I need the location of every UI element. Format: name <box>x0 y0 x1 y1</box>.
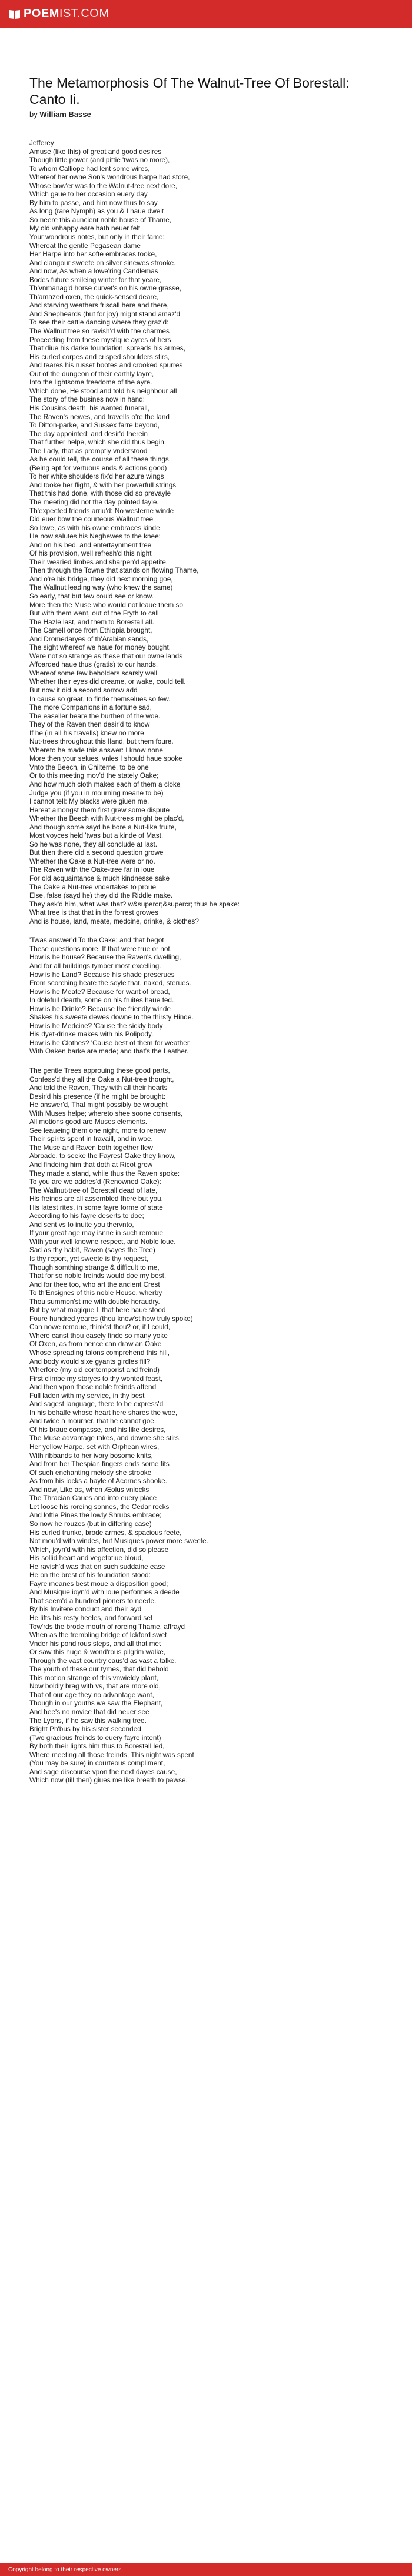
poem-line: And twice a mourner, that he cannot goe. <box>29 1417 157 1426</box>
poem-line: My old vnhappy eare hath neuer felt <box>29 224 141 233</box>
poem-line: How is he Drinke? Because the friendly winde <box>29 1004 171 1013</box>
poem-line: Sad as thy habit, Raven (sayes the Tree) <box>29 1246 155 1254</box>
poem-line: To you are we addres'd (Renowned Oake): <box>29 1177 161 1186</box>
poem-line: And from her Thespian fingers ends some fits <box>29 1460 170 1468</box>
poem-line: Though somthing strange & difficult to me, <box>29 1263 160 1272</box>
poem-line: Out of the dungeon of their earthly layre, <box>29 369 154 378</box>
poem-line: Is thy report, yet sweete is thy request, <box>29 1254 148 1263</box>
poem-line: The Wallnut tree so ravish'd with the charmes <box>29 327 170 336</box>
site-footer <box>0 2563 412 2576</box>
poem-line: Through the vast country caus'd as vast a talke. <box>29 1656 177 1665</box>
poem-line: Where meeting all those freinds, This night was spent <box>29 1750 194 1759</box>
poem-line: As from his locks a hayle of Acornes shooke. <box>29 1477 168 1486</box>
poem-line: They made a stand, while thus the Raven spoke: <box>29 1169 180 1177</box>
poem-line: Of such enchanting melody she strooke <box>29 1468 152 1477</box>
poem-line: With Oaken barke are made; and that's the Leather. <box>29 1047 189 1056</box>
poem-line: Whether the Beech with Nut-trees might be plac'd, <box>29 814 184 823</box>
poem-line: Fayre meanes best moue a disposition good; <box>29 1579 168 1588</box>
poem-line: And o're his bridge, they did next morning goe, <box>29 574 173 583</box>
poem-line: That this had done, with those did so prevayle <box>29 489 171 498</box>
poem-line: Nut-trees throughout this Iland, but them foure. <box>29 737 174 746</box>
poem-body <box>29 139 383 1785</box>
site-logo[interactable] <box>8 7 109 21</box>
poem-line: If he (in all his travells) knew no more <box>29 728 144 737</box>
poem-line: Hereat amongst them first grew some dispute <box>29 805 170 814</box>
poem-line: He lifts his resty heeles, and forward set <box>29 1613 153 1622</box>
poem-line: Of his braue compasse, and his like desires, <box>29 1425 166 1434</box>
poem-line: Though little power (and pittie 'twas no more), <box>29 156 170 165</box>
poem-stanza <box>29 1066 383 1785</box>
poem-line: Whereto he made this answer: I know none <box>29 745 163 754</box>
poem-line: The meeting did not the day pointed fayle. <box>29 497 159 506</box>
poem-line: They of the Raven then desir'd to know <box>29 720 150 729</box>
poem-line: The gentle Trees approuing these good parts, <box>29 1066 170 1075</box>
poem-line: Which done, He stood and told his neighbour all <box>29 386 177 395</box>
poem-line: The easeller beare the burthen of the woe. <box>29 711 161 720</box>
poem-line: The Wallnut-tree of Borestall dead of late, <box>29 1186 158 1195</box>
poem-line: In dolefull dearth, some on his fruites haue fed. <box>29 996 174 1005</box>
poem-line: So he was none, they all conclude at last. <box>29 839 158 848</box>
poem-line: The Oake a Nut-tree vndertakes to proue <box>29 882 157 891</box>
poem-line: So neere this auncient noble house of Thame, <box>29 215 172 224</box>
poem-line: The youth of these our tymes, that did behold <box>29 1665 169 1674</box>
poem-line: More then the Muse who would not leaue them so <box>29 600 183 609</box>
poem-line: Most voyces held 'twas but a kinde of Mast, <box>29 831 164 840</box>
byline-prefix: by <box>29 110 38 119</box>
poem-line: This motion strange of this vnwieldy plant, <box>29 1673 159 1682</box>
poem-line: And Dromedaryes of th'Arabian sands, <box>29 634 149 643</box>
poem-container <box>0 28 412 1785</box>
poem-line: To see their cattle dancing where they graz'd: <box>29 318 169 327</box>
poem-line: Not mou'd with windes, but Musiques power more sweete. <box>29 1537 208 1545</box>
author-link[interactable]: William Basse <box>39 110 91 119</box>
site-header <box>0 0 412 28</box>
poem-line: But then there did a second question growe <box>29 848 164 857</box>
poem-line: The Hazle last, and them to Borestall all. <box>29 617 154 626</box>
poem-line: As long (rare Nymph) as you & I haue dwelt <box>29 207 164 216</box>
byline <box>29 110 383 119</box>
logo-bold-text: POEM <box>24 7 59 20</box>
poem-line: How is he Land? Because his shade preserues <box>29 970 175 979</box>
poem-line: Of his provision, well refresh'd this night <box>29 549 152 558</box>
poem-line: Of Oxen, as from hence can draw an Oake <box>29 1340 162 1349</box>
poem-line: 'Twas answer'd To the Oake: and that begot <box>29 936 164 945</box>
poem-line: The day appointed: and desir'd therein <box>29 429 148 438</box>
poem-line: From scorching heate the soyle that, naked, sterues. <box>29 979 191 988</box>
poem-line: Amuse (like this) of great and good desires <box>29 147 162 156</box>
poem-line: That seem'd a hundred pioners to neede. <box>29 1596 157 1605</box>
poem-line: Th'amazed oxen, the quick-sensed deare, <box>29 292 159 301</box>
poem-line: When as the trembling bridge of Ickford swet <box>29 1631 167 1640</box>
poem-line: The Camell once from Ethiopia brought, <box>29 626 152 635</box>
poem-line: To th'Ensignes of this noble House, wherby <box>29 1289 162 1297</box>
footer-copyright: Copyright belong to their respective owners. <box>8 2566 124 2573</box>
poem-line: Can nowe remoue, think'st thou? or, if I could, <box>29 1323 170 1332</box>
poem-line: That of our age they no advantage want, <box>29 1690 154 1699</box>
poem-line: Bodes future smileing winter for that yeare, <box>29 275 162 284</box>
poem-line: The Muse advantage takes, and downe she stirs, <box>29 1434 181 1443</box>
poem-line: Th'vnmanag'd horse curvet's on his owne grasse, <box>29 284 181 293</box>
poem-line: The Wallnut leading way (who knew the same) <box>29 583 173 592</box>
poem-line: By his Invitere conduct and their ayd <box>29 1605 142 1614</box>
poem-line: How is he house? Because the Raven's dwelling, <box>29 953 181 962</box>
book-icon <box>8 8 21 21</box>
poem-line: How is he Meate? Because for want of bread, <box>29 987 170 996</box>
poem-line: That further helpe, which she did thus begin. <box>29 438 167 447</box>
poem-line: (You may be sure) in courteous compliment, <box>29 1759 165 1768</box>
poem-line: (Two gracious freinds to euery fayre intent) <box>29 1733 161 1742</box>
poem-line: To Ditton-parke, and Sussex farre beyond, <box>29 421 160 430</box>
poem-line: With Muses helpe; whereto shee soone consents, <box>29 1109 183 1118</box>
poem-line: In cause so great, to finde themselues so few. <box>29 694 171 703</box>
poem-line: But with them went, out of the Fryth to call <box>29 609 159 618</box>
poem-line: Bright Ph'bus by his sister seconded <box>29 1725 141 1734</box>
poem-line: And how much cloth makes each of them a cloke <box>29 780 181 789</box>
poem-line: Though in our youths we saw the Elephant, <box>29 1699 163 1708</box>
poem-line: Wherfore (my old contemporist and freind) <box>29 1366 160 1374</box>
poem-line: Into the lightsome freedome of the ayre. <box>29 378 152 387</box>
poem-line: And clangour sweete on silver sinewes strooke. <box>29 258 176 267</box>
poem-line: And sagest language, there to be express'd <box>29 1400 164 1409</box>
poem-line: Full laden with my service, in thy best <box>29 1391 145 1400</box>
poem-line: What tree is that that in the forrest growes <box>29 908 158 917</box>
poem-line: Else, false (sayd he) they did the Riddle make. <box>29 891 173 900</box>
poem-line: (Being apt for vertuous ends & actions good) <box>29 463 167 472</box>
poem-line: He answer'd, That might possibly be wrought <box>29 1100 168 1109</box>
poem-line: So now he rouzes (but in differing case) <box>29 1519 152 1528</box>
poem-line: Which, joyn'd with his affection, did so please <box>29 1545 169 1554</box>
poem-line: And Musique ioyn'd with loue performes a deede <box>29 1588 180 1597</box>
poem-line: His Cousins death, his wanted funerall, <box>29 403 149 412</box>
poem-line: Tow'rds the brode mouth of roreing Thame, affrayd <box>29 1622 185 1631</box>
poem-line: That diue his darke foundation, spreads his armes, <box>29 344 185 353</box>
poem-line: Which gaue to her occasion euery day <box>29 190 148 199</box>
poem-line: Confess'd they all the Oake a Nut-tree thought, <box>29 1075 174 1083</box>
poem-line: With your well knowne respect, and Noble loue. <box>29 1237 176 1246</box>
poem-line: Whether the Oake a Nut-tree were or no. <box>29 857 155 865</box>
poem-line: And for all buildings tymber most excelling. <box>29 961 161 970</box>
poem-line: The Muse and Raven both together flew <box>29 1143 153 1152</box>
poem-line: He on the brest of his foundation stood: <box>29 1571 151 1580</box>
poem-line: And then vpon those noble freinds attend <box>29 1383 157 1391</box>
poem-line: That for so noble freinds would doe my best, <box>29 1272 167 1280</box>
poem-line: And Shepheards (but for joy) might stand amaz'd <box>29 309 181 318</box>
poem-line: Foure hundred yeares (thou know'st how truly spoke) <box>29 1314 193 1323</box>
poem-line: How is he Medcine? 'Cause the sickly body <box>29 1021 163 1030</box>
poem-line: He ravish'd was that on such suddaine ease <box>29 1562 165 1571</box>
poem-line: How is he Clothes? 'Cause best of them for weather <box>29 1038 190 1047</box>
poem-line: Proceeding from these mystique ayres of hers <box>29 335 171 344</box>
poem-line: Whose bow'er was to the Walnut-tree next dore, <box>29 181 177 190</box>
poem-line: Vnder his pond'rous steps, and all that met <box>29 1639 161 1648</box>
poem-line: Their spirits spent in travaill, and in woe, <box>29 1135 153 1143</box>
poem-line: The story of the busines now in hand: <box>29 395 145 404</box>
poem-line: To her white shoulders fix'd her azure wings <box>29 472 164 481</box>
poem-line: His sollid heart and vegetatiue bloud, <box>29 1554 144 1563</box>
poem-line: Which now (till then) giues me like breath to pawse. <box>29 1776 188 1785</box>
poem-line: Were not so strange as these that our owne lands <box>29 651 183 660</box>
poem-line: By both their lights him thus to Borestall led, <box>29 1742 165 1751</box>
poem-line: His freinds are all assembled there but you, <box>29 1195 163 1203</box>
poem-line: Your wondrous notes, but only in their fame: <box>29 233 165 242</box>
poem-line: To whom Calliope had lent some wires, <box>29 164 150 173</box>
poem-line: I cannot tell: My blacks were giuen me. <box>29 797 149 806</box>
poem-line: Whereof some few beholders scarsly well <box>29 668 158 677</box>
poem-line: And for thee too, who art the ancient Crest <box>29 1280 160 1289</box>
poem-line: Where canst thou easely finde so many yoke <box>29 1331 168 1340</box>
poem-line: And loftie Pines the lowly Shrubs embrace; <box>29 1511 162 1520</box>
poem-line: The more Companions in a fortune sad, <box>29 703 152 712</box>
poem-line: Let loose his roreing sonnes, the Cedar rocks <box>29 1502 170 1511</box>
poem-line: As he could tell, the course of all these things, <box>29 455 171 464</box>
poem-line: By him to passe, and him now thus to say. <box>29 198 160 207</box>
poem-line: And on his bed, and entertaynment free <box>29 540 152 549</box>
poem-line: All motions good are Muses elements. <box>29 1118 147 1126</box>
poem-line: And sage discourse vpon the next dayes cause, <box>29 1767 177 1776</box>
poem-line: According to his fayre deserts to doe; <box>29 1212 144 1220</box>
poem-line: And findeing him that doth at Ricot grow <box>29 1160 153 1169</box>
poem-line: Affoarded haue thus (gratis) to our hands, <box>29 660 158 669</box>
poem-line: And sent vs to inuite you thervnto, <box>29 1220 134 1229</box>
poem-line: If your great age may isnne in such remoue <box>29 1229 163 1237</box>
poem-line: The sight whereof we haue for money bought, <box>29 643 171 652</box>
poem-line: More then your selues, vnles I should haue spoke <box>29 754 182 763</box>
poem-line: And body would sixe gyants girdles fill? <box>29 1357 151 1366</box>
poem-line: Or to this meeting mov'd the stately Oake; <box>29 771 159 780</box>
poem-line: Then through the Towne that stands on flowing Thame, <box>29 566 199 575</box>
poem-line: But by what magique I, that here haue stood <box>29 1306 166 1314</box>
poem-line: Her Harpe into her softe embraces tooke, <box>29 250 157 259</box>
poem-line: First climbe my storyes to thy wonted feast, <box>29 1374 163 1383</box>
poem-line: And tooke her flight, & with her powerfull strings <box>29 480 177 489</box>
poem-line: For old acquaintance & much kindnesse sake <box>29 874 170 883</box>
poem-line: They ask'd him, what was that? w&supercr;&supercr; thus he spake: <box>29 899 240 908</box>
poem-line: So lowe, as with his owne embraces kinde <box>29 523 160 532</box>
poem-line: These questions more, If that were true or not. <box>29 944 172 953</box>
poem-line: And teares his russet bootes and crooked spurres <box>29 361 183 370</box>
poem-line: With ribbands to her ivory bosome knits, <box>29 1451 153 1460</box>
poem-line: Or saw this huge & wond'rous pilgrim walke, <box>29 1648 166 1657</box>
poem-line: So early, that but few could see or know. <box>29 591 154 600</box>
poem-line: He now salutes his Neghewes to the knee: <box>29 532 161 541</box>
poem-line: Did euer bow the courteous Wallnut tree <box>29 515 154 524</box>
poem-line: His curled trunke, brode armes, & spacious feete, <box>29 1528 182 1537</box>
poem-line: Her yellow Harpe, set with Orphean wires, <box>29 1443 160 1451</box>
poem-line: The Raven with the Oake-tree far in loue <box>29 865 155 874</box>
poem-line: And now, Like as, when Æolus vnlocks <box>29 1485 149 1494</box>
poem-line: And though some sayd he bore a Nut-like fruite, <box>29 822 177 831</box>
poem-line: Whereof her owne Son's wondrous harpe had store, <box>29 173 190 182</box>
poem-line: The Thracian Caues and into euery place <box>29 1494 157 1503</box>
poem-line: Jefferey <box>29 139 54 147</box>
poem-line: Shakes his sweete dewes downe to the thirsty Hinde. <box>29 1013 194 1022</box>
poem-line: And is house, land, meate, medcine, drinke, & clothes? <box>29 916 199 925</box>
poem-line: Judge you (if you in mourning meane to be) <box>29 788 164 797</box>
poem-line: Thou summon'st me with double heraudry. <box>29 1297 160 1306</box>
poem-line: The Lady, that as promptly vnderstood <box>29 446 148 455</box>
poem-line: His latest rites, in some fayre forme of state <box>29 1203 163 1212</box>
poem-line: See leaueing them one night, more to renew <box>29 1126 167 1135</box>
poem-stanza <box>29 936 383 1056</box>
poem-line: Desir'd his presence (if he might be brought: <box>29 1092 166 1100</box>
poem-line: Abroade, to seeke the Fayrest Oake they know, <box>29 1152 176 1160</box>
poem-line: Their wearied limbes and sharpen'd appetite. <box>29 557 168 566</box>
poem-line: And starving weathers friscall here and there, <box>29 301 169 310</box>
poem-line: Th'expected friends arriu'd: No westerne winde <box>29 506 174 515</box>
poem-line: And told the Raven, They with all their hearts <box>29 1083 168 1092</box>
poem-line: Whereat the gentle Pegasean dame <box>29 241 141 250</box>
poem-line: Whose spreading talons comprehend this hill, <box>29 1349 170 1357</box>
poem-line: And hee's no novice that did neuer see <box>29 1707 149 1716</box>
poem-line: Whether their eyes did dreame, or wake, could tell. <box>29 677 186 686</box>
poem-line: But now it did a second sorrow add <box>29 686 138 694</box>
poem-line: His dyet-drinke makes with his Polipody. <box>29 1030 154 1039</box>
poem-line: Vnto the Beech, in Chilterne, to be one <box>29 762 149 771</box>
poem-line: His curled corpes and crisped shoulders stirs, <box>29 352 170 361</box>
poem-line: The Lyons, if he saw this walking tree. <box>29 1716 147 1725</box>
poem-title: The Metamorphosis Of The Walnut-Tree Of Borestall: Canto Ii. <box>29 75 350 107</box>
poem-line: In his behalfe whose heart here shares the woe, <box>29 1408 178 1417</box>
poem-line: And now, As when a lowe'ring Candlemas <box>29 267 158 276</box>
poem-line: The Raven's newes, and travells o're the land <box>29 412 170 421</box>
logo-light-text: IST.COM <box>59 7 109 20</box>
poem-line: Now boldly brag with vs, that are more old, <box>29 1682 161 1691</box>
poem-stanza <box>29 139 383 925</box>
